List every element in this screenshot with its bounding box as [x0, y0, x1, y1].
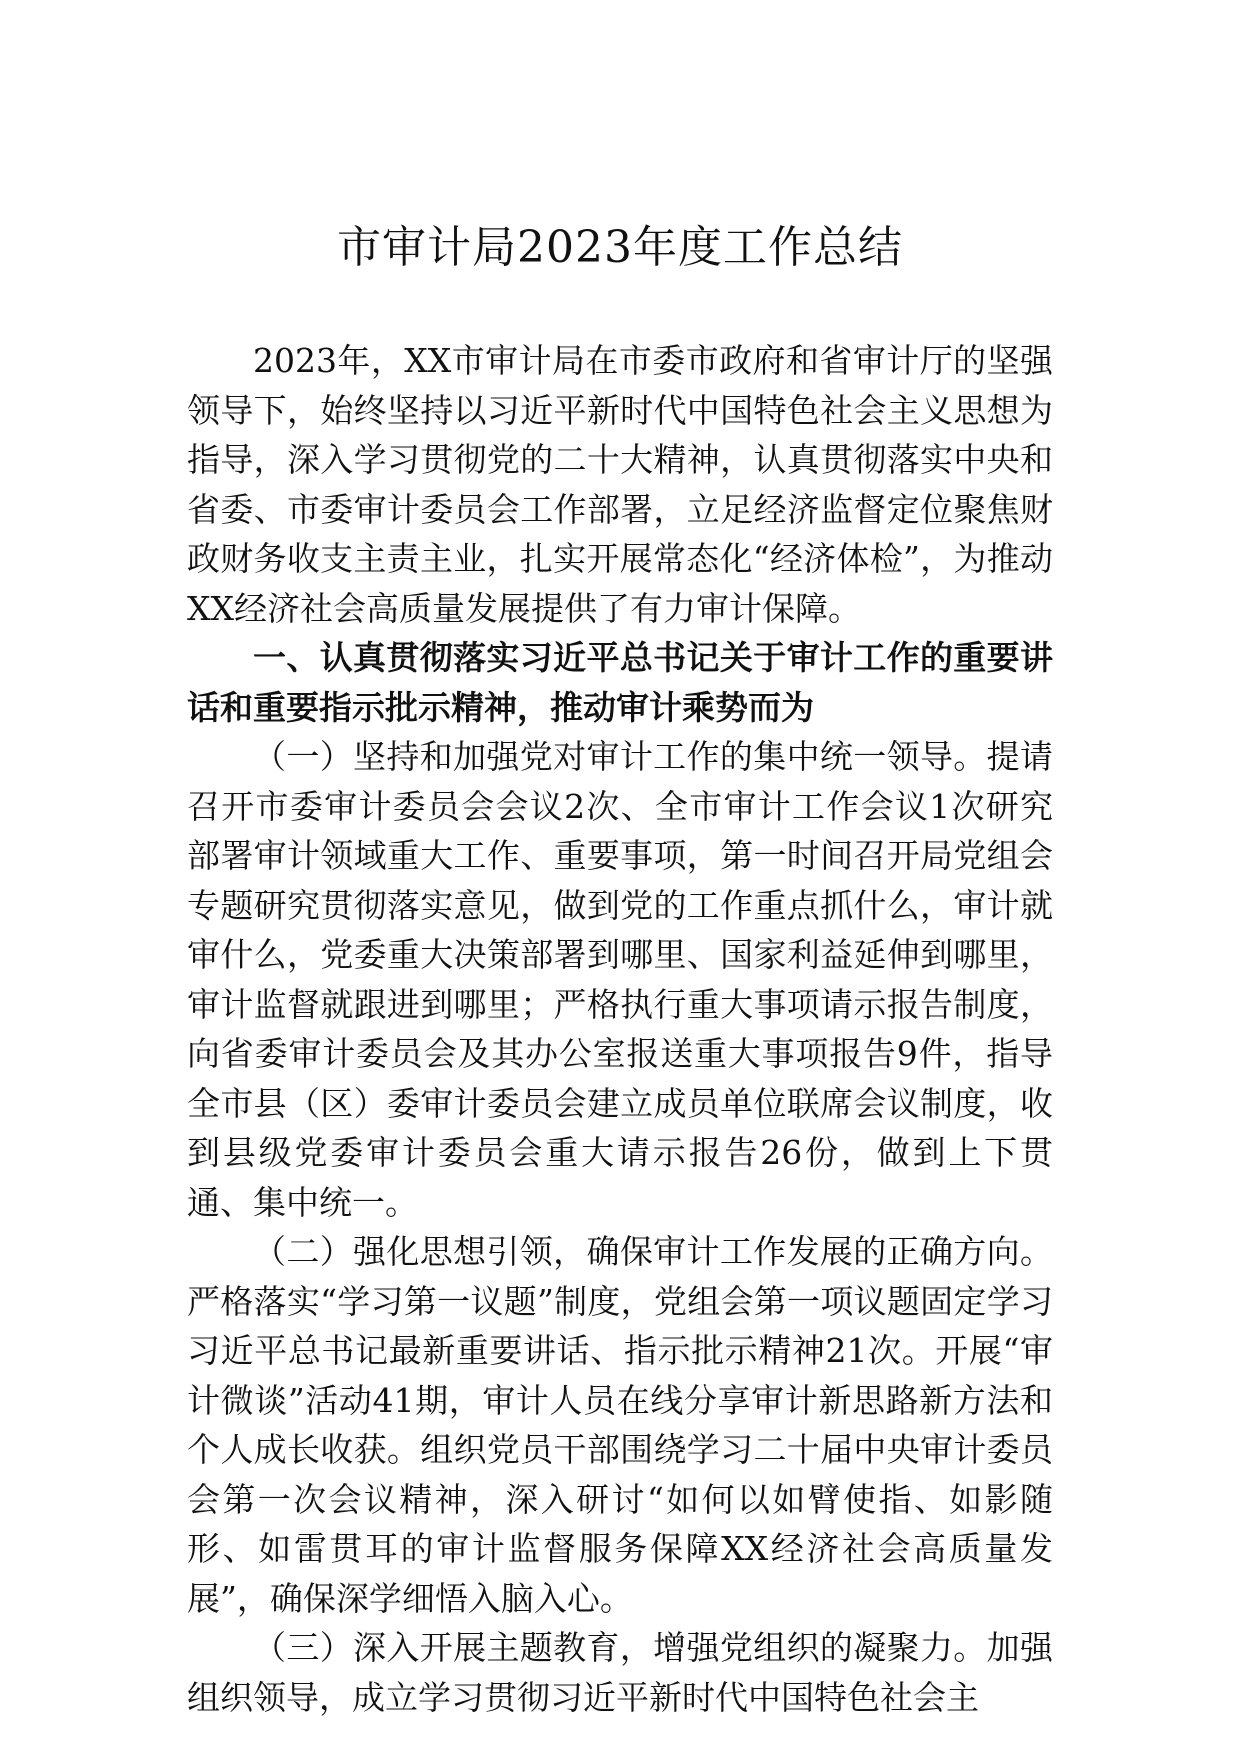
section-heading-1: 一、认真贯彻落实习近平总书记关于审计工作的重要讲话和重要指示批示精神，推动审计乘势而为	[187, 638, 1053, 727]
document-title: 市审计局2023年度工作总结	[337, 222, 903, 273]
document-body	[187, 336, 1053, 1722]
subsection-paragraph-2: （二）强化思想引领，确保审计工作发展的正确方向。严格落实“学习第一议题”制度，党组会第一项议题固定学习习近平总书记最新重要讲话、指示批示精神21次。开展“审计微谈”活动41期，审计人员在线分享审计新思路新方法和个人成长收获。组织党员干部围绕学习二十届中央审计委员会第一次会议精神，深入研讨“如何以如臂使指、如影随形、如雷贯耳的审计监督服务保障XX经济社会高质量发展”，确保深学细悟入脑入心。	[187, 1232, 1053, 1618]
subsection-paragraph-1: （一）坚持和加强党对审计工作的集中统一领导。提请召开市委审计委员会会议2次、全市审计工作会议1次研究部署审计领域重大工作、重要事项，第一时间召开局党组会专题研究贯彻落实意见，做到党的工作重点抓什么，审计就审什么，党委重大决策部署到哪里、国家利益延伸到哪里，审计监督就跟进到哪里；严格执行重大事项请示报告制度，向省委审计委员会及其办公室报送重大事项报告9件，指导全市县（区）委审计委员会建立成员单位联席会议制度，收到县级党委审计委员会重大请示报告26份，做到上下贯通、集中统一。	[187, 737, 1053, 1222]
subsection-paragraph-3: （三）深入开展主题教育，增强党组织的凝聚力。加强组织领导，成立学习贯彻习近平新时代中国特色社会主	[187, 1628, 1053, 1717]
intro-paragraph: 2023年，XX市审计局在市委市政府和省审计厅的坚强领导下，始终坚持以习近平新时代中国特色社会主义思想为指导，深入学习贯彻党的二十大精神，认真贯彻落实中央和省委、市委审计委员会工作部署，立足经济监督定位聚焦财政财务收支主责主业，扎实开展常态化“经济体检”，为推动XX经济社会高质量发展提供了有力审计保障。	[187, 341, 1053, 628]
